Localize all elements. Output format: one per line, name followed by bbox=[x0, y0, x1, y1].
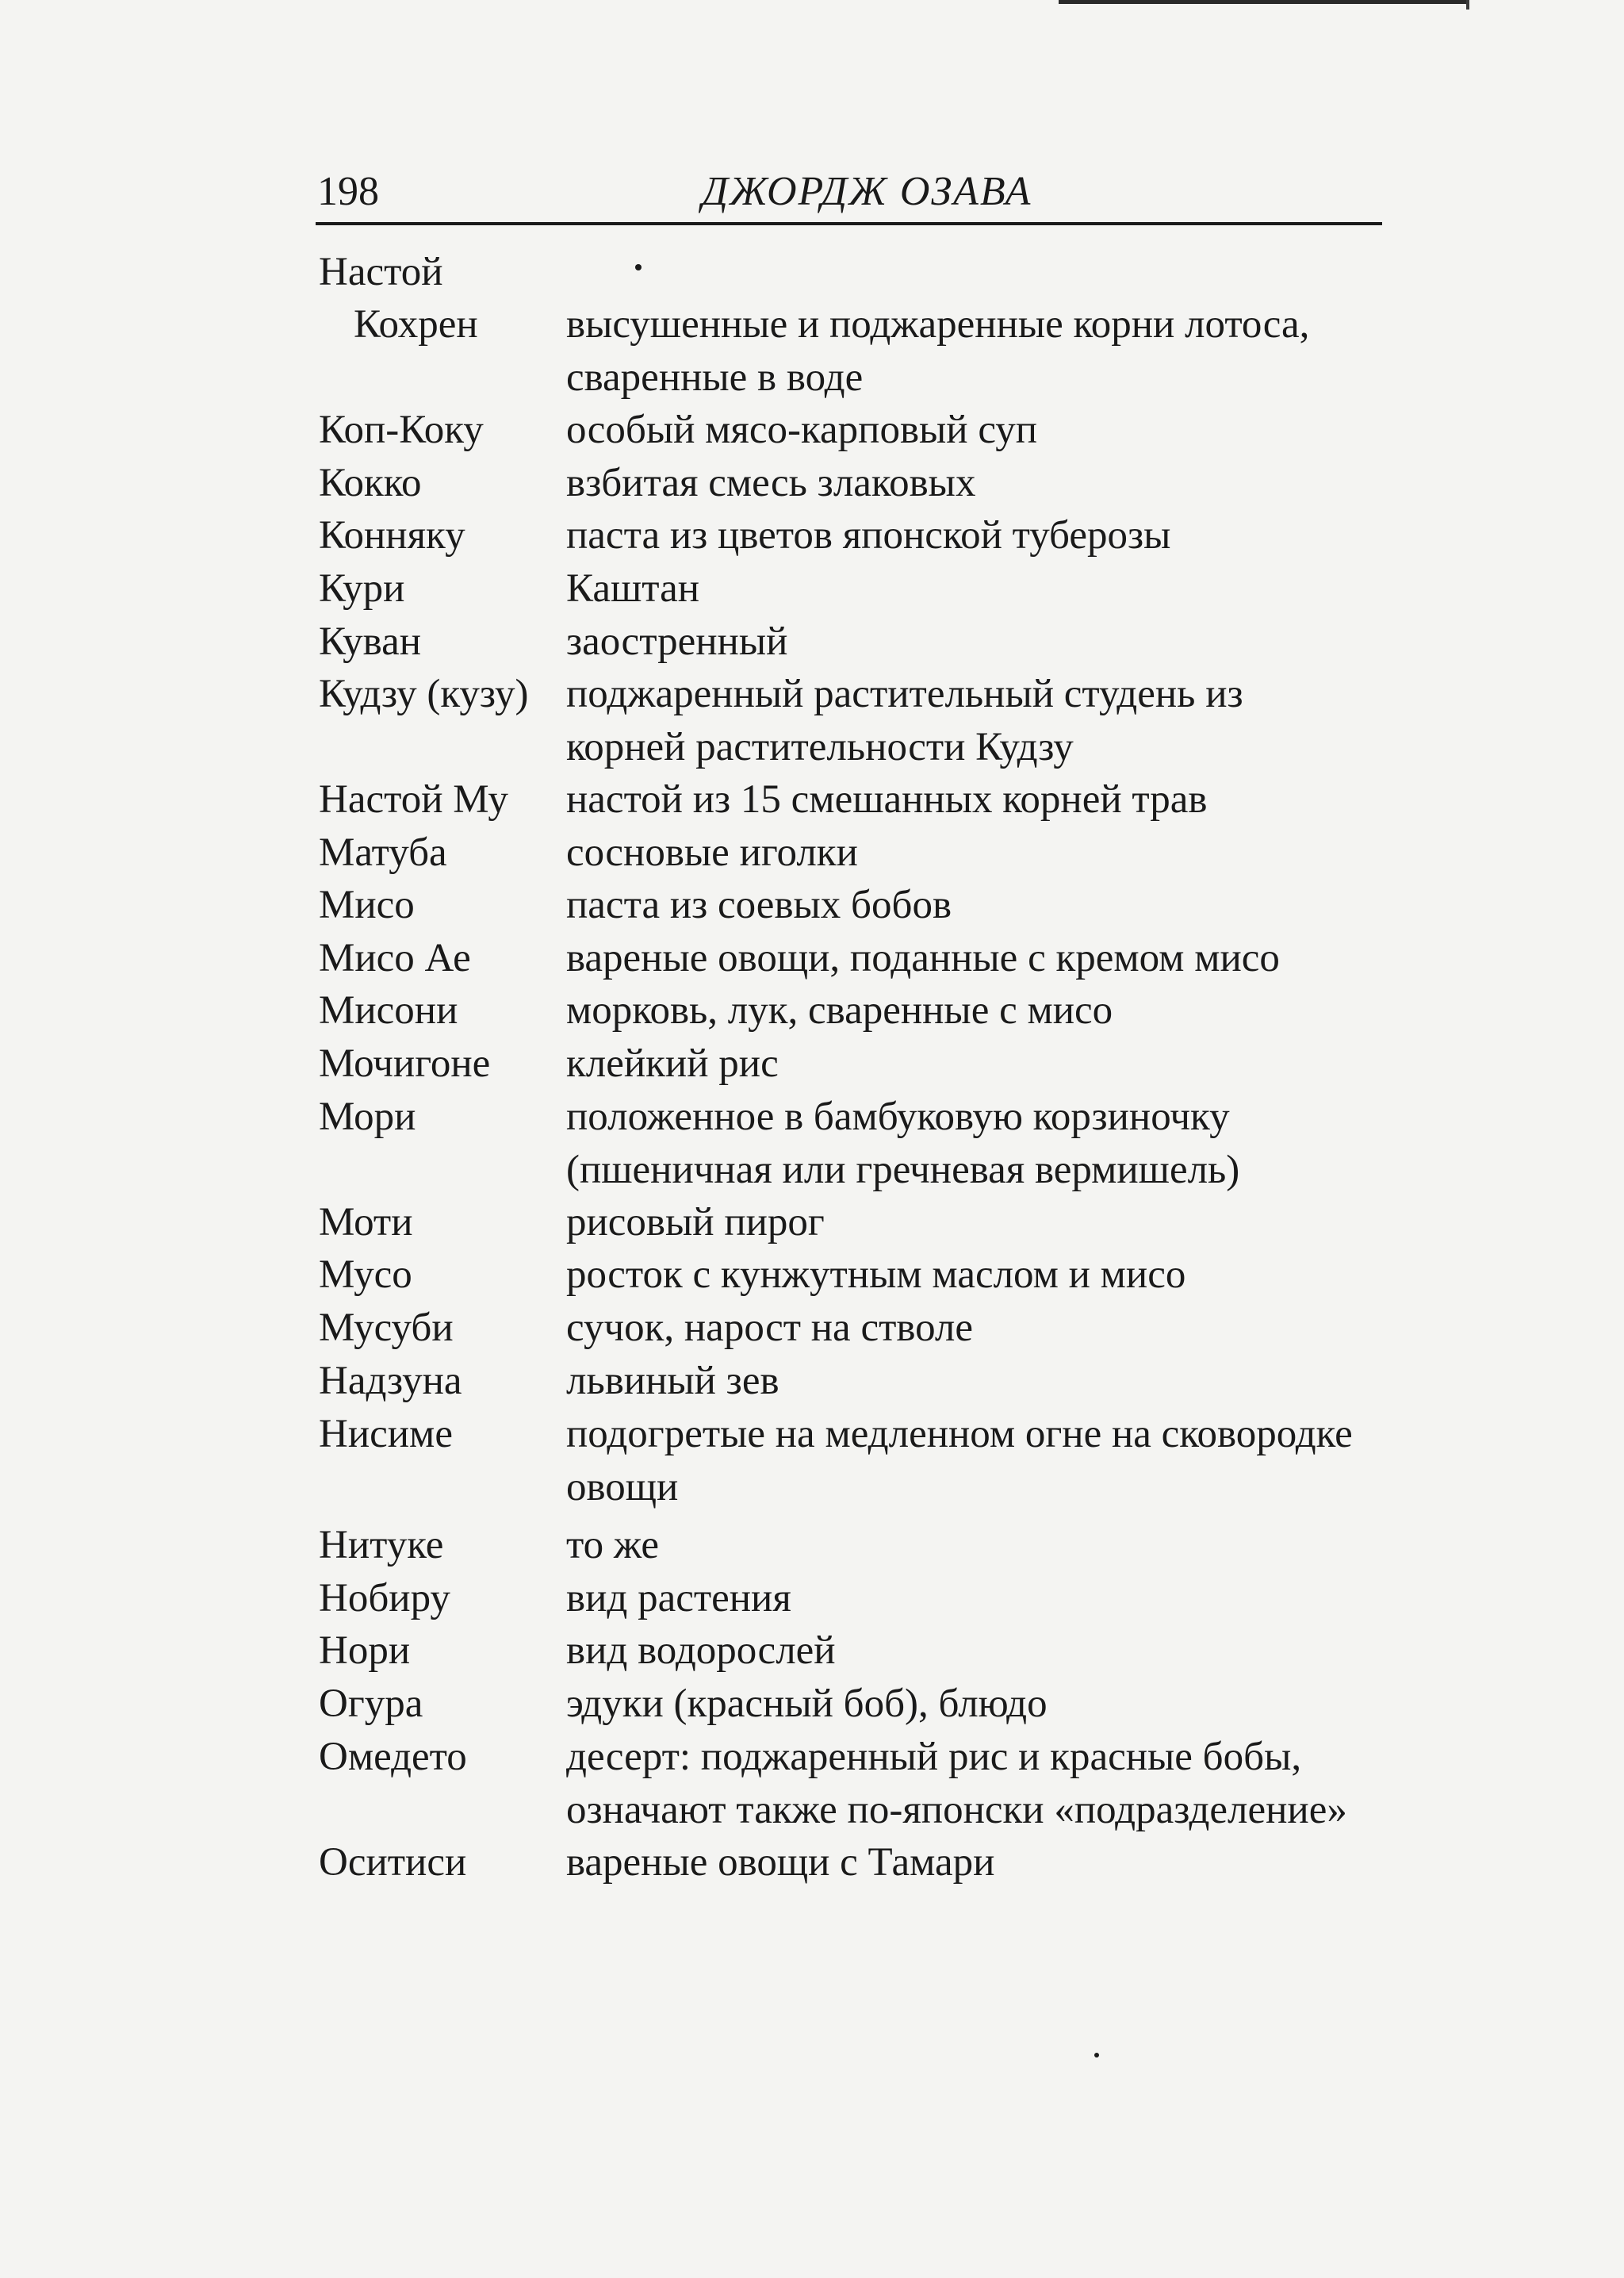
definition-line: сваренные в воде bbox=[566, 355, 864, 400]
glossary-definition bbox=[566, 1037, 1391, 1091]
glossary-definition bbox=[566, 932, 1391, 985]
glossary-term: Кохрен bbox=[354, 302, 478, 347]
definition-line: росток с кунжутным маслом и мисо bbox=[566, 1252, 1186, 1297]
glossary-term: Мисони bbox=[319, 988, 458, 1033]
glossary-term: Моти bbox=[319, 1200, 413, 1244]
glossary-term: Надзуна bbox=[319, 1359, 462, 1403]
glossary-definition bbox=[566, 668, 1391, 774]
glossary-term: Мисо bbox=[319, 883, 415, 927]
definition-line: то же bbox=[566, 1523, 660, 1567]
glossary-definition bbox=[566, 1731, 1391, 1837]
definition-line: морковь, лук, сваренные с мисо bbox=[566, 988, 1113, 1033]
glossary-term: Омедето bbox=[319, 1735, 467, 1779]
glossary-term: Огура bbox=[319, 1682, 423, 1726]
glossary-term: Оситиси bbox=[319, 1840, 467, 1885]
definition-line: настой из 15 смешанных корней трав bbox=[566, 777, 1208, 822]
glossary-term: Куван bbox=[319, 619, 422, 664]
glossary-definition bbox=[566, 1519, 1391, 1572]
glossary-definition bbox=[566, 1572, 1391, 1625]
glossary-definition bbox=[566, 1624, 1391, 1678]
definition-line: вид растения bbox=[566, 1576, 791, 1620]
glossary-term: Кокко bbox=[319, 461, 422, 505]
glossary-term: Мисо Ае bbox=[319, 936, 471, 980]
definition-line: овощи bbox=[566, 1465, 679, 1509]
glossary-definition bbox=[566, 1836, 1391, 1889]
definition-line: положенное в бамбуковую корзиночку bbox=[566, 1095, 1230, 1139]
glossary-definition bbox=[566, 1355, 1391, 1408]
running-title: ДЖОРДЖ ОЗАВА bbox=[702, 169, 1032, 214]
page-header bbox=[317, 168, 1384, 224]
glossary-term: Мусо bbox=[319, 1252, 412, 1297]
glossary-term: Конняку bbox=[319, 513, 465, 558]
glossary-term: Мочигоне bbox=[319, 1041, 491, 1086]
glossary-definition bbox=[566, 1678, 1391, 1731]
glossary-term: Мусуби bbox=[319, 1306, 454, 1350]
glossary-term: Мори bbox=[319, 1095, 416, 1139]
definition-line: вареные овощи, поданные с кремом мисо bbox=[566, 936, 1280, 980]
glossary-term: Настой Му bbox=[319, 777, 508, 822]
definition-line: клейкий рис bbox=[566, 1041, 779, 1086]
glossary-definition bbox=[566, 1196, 1391, 1249]
glossary-definition bbox=[566, 509, 1391, 562]
glossary-term: Кури bbox=[319, 566, 405, 611]
glossary-definition bbox=[566, 1302, 1391, 1355]
glossary-term: Нитуке bbox=[319, 1523, 444, 1567]
definition-line: паста из соевых бобов bbox=[566, 883, 952, 927]
glossary-term: Нобиру bbox=[319, 1576, 450, 1620]
definition-line: вареные овощи с Тамари bbox=[566, 1840, 995, 1885]
glossary-definition bbox=[566, 298, 1391, 405]
glossary-definition bbox=[566, 562, 1391, 616]
definition-line: означают также по-японски «подразделение» bbox=[566, 1788, 1347, 1832]
definition-line: сучок, нарост на стволе bbox=[566, 1306, 974, 1350]
definition-line: вид водорослей bbox=[566, 1628, 836, 1673]
definition-line: Каштан bbox=[566, 566, 700, 611]
top-edge-rule bbox=[1059, 0, 1467, 4]
definition-line: поджаренный растительный студень из bbox=[566, 672, 1243, 716]
glossary-definition bbox=[566, 773, 1391, 826]
definition-line: сосновые иголки bbox=[566, 830, 858, 875]
definition-line: рисовый пирог bbox=[566, 1200, 825, 1244]
definition-line: взбитая смесь злаковых bbox=[566, 461, 976, 505]
glossary-definition bbox=[566, 616, 1391, 669]
definition-line: корней растительности Кудзу bbox=[566, 725, 1074, 769]
glossary-term: Нори bbox=[319, 1628, 411, 1673]
glossary-definition bbox=[566, 1248, 1391, 1302]
definition-line: особый мясо-карповый суп bbox=[566, 408, 1038, 452]
glossary-definition bbox=[566, 826, 1391, 880]
print-speck bbox=[635, 264, 642, 270]
glossary-term: Настой bbox=[319, 250, 443, 294]
definition-line: подогретые на медленном огне на сковородке bbox=[566, 1412, 1353, 1456]
page-number: 198 bbox=[317, 169, 379, 214]
glossary-definition bbox=[566, 457, 1391, 510]
glossary-term: Коп-Коку bbox=[319, 408, 484, 452]
definition-line: десерт: поджаренный рис и красные бобы, bbox=[566, 1735, 1302, 1779]
glossary-definition bbox=[566, 404, 1391, 457]
definition-line: эдуки (красный боб), блюдо bbox=[566, 1682, 1048, 1726]
definition-line: заостренный bbox=[566, 619, 788, 664]
glossary-definition bbox=[566, 1091, 1391, 1197]
glossary-term: Матуба bbox=[319, 830, 447, 875]
glossary-definition bbox=[566, 1408, 1391, 1514]
glossary-definition bbox=[566, 879, 1391, 932]
glossary-term: Кудзу (кузу) bbox=[319, 672, 529, 716]
print-speck bbox=[1094, 2053, 1099, 2057]
definition-line: высушенные и поджаренные корни лотоса, bbox=[566, 302, 1310, 347]
header-rule bbox=[316, 222, 1382, 225]
glossary-definition bbox=[566, 984, 1391, 1037]
glossary-term: Нисиме bbox=[319, 1412, 453, 1456]
top-edge-tick bbox=[1466, 0, 1469, 10]
definition-line: паста из цветов японской туберозы bbox=[566, 513, 1171, 558]
definition-line: (пшеничная или гречневая вермишель) bbox=[566, 1148, 1240, 1192]
definition-line: львиный зев bbox=[566, 1359, 779, 1403]
